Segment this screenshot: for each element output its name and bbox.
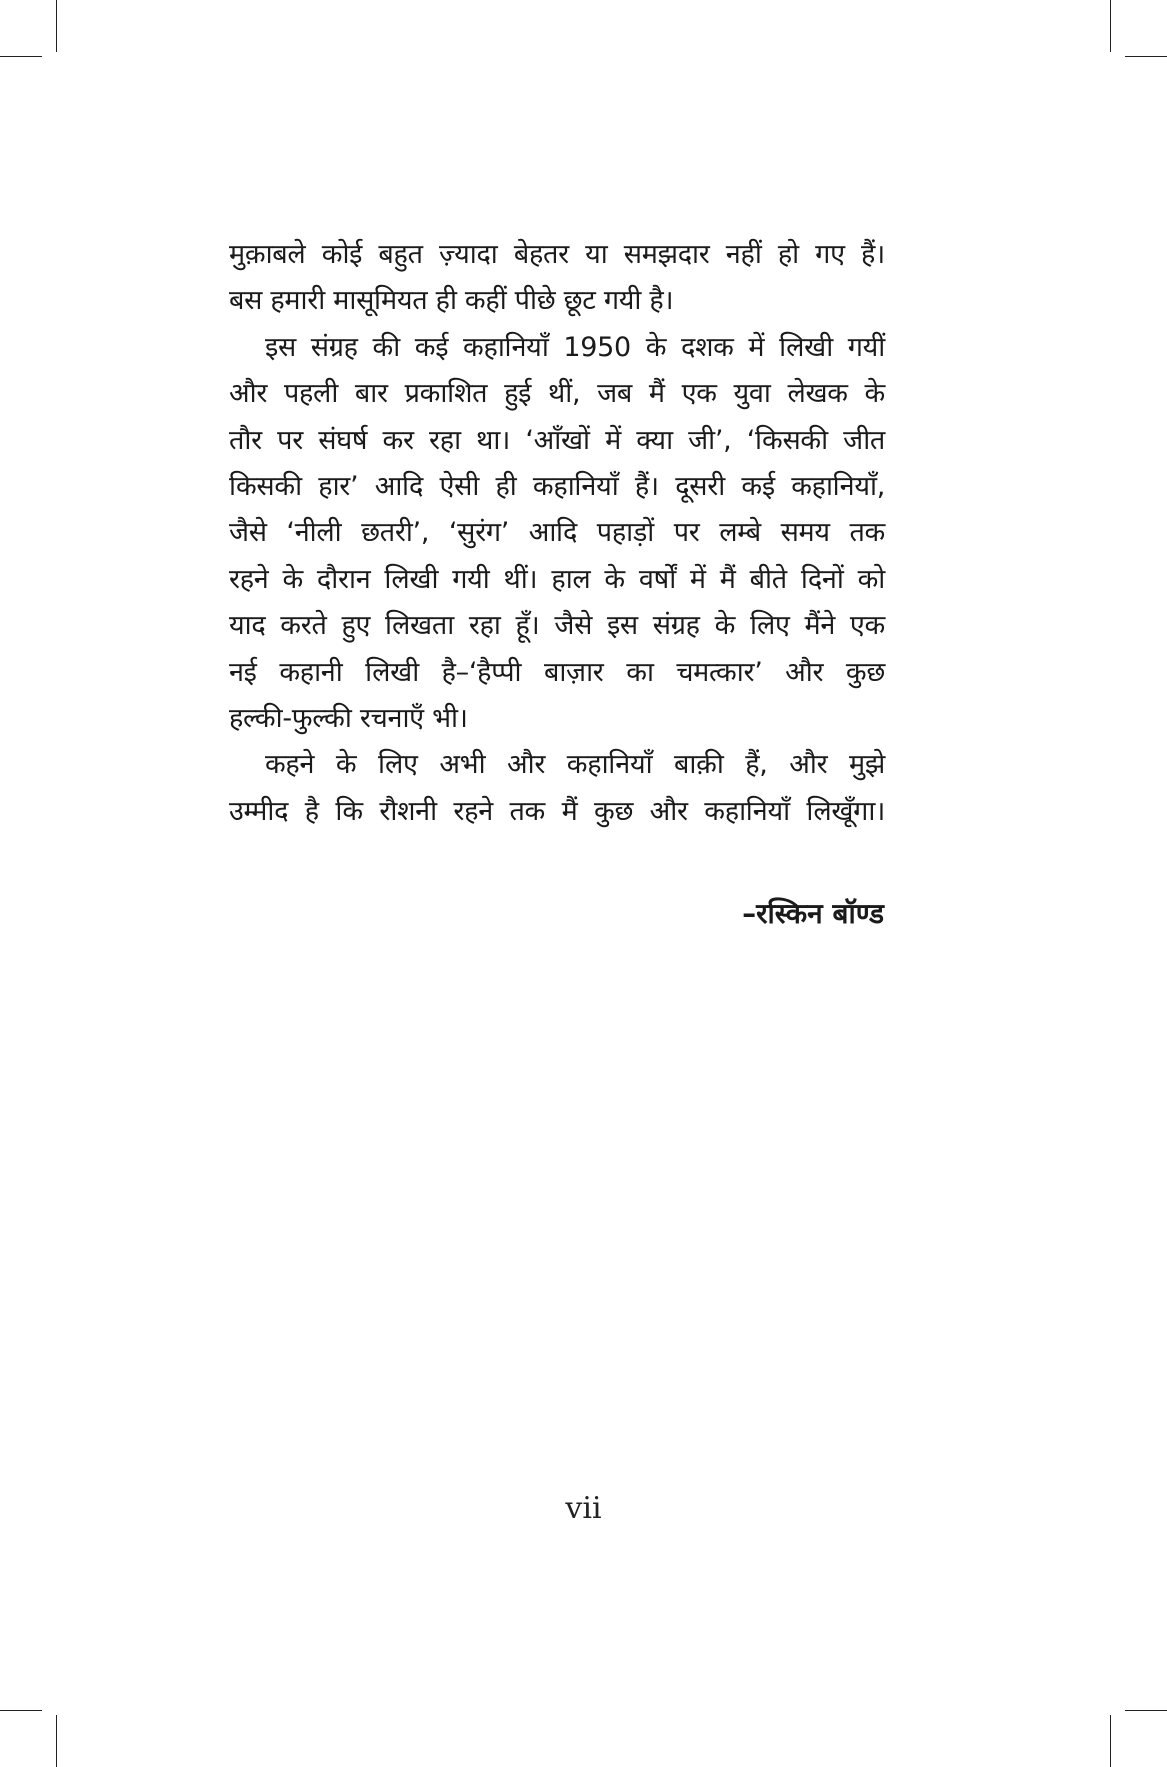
body-text bbox=[229, 232, 885, 835]
body-line-10: नई कहानी लिखी है–‘हैप्पी बाज़ार का चमत्कार’ और कुछ bbox=[229, 656, 885, 688]
body-line-4: और पहली बार प्रकाशित हुई थीं, जब मैं एक युवा लेखक के bbox=[229, 378, 885, 410]
body-line-7: जैसे ‘नीली छतरी’, ‘सुरंग’ आदि पहाड़ों पर लम्बे समय तक bbox=[229, 517, 885, 549]
body-line-12: कहने के लिए अभी और कहानियाँ बाक़ी हैं, और मुझे bbox=[265, 749, 885, 781]
body-line-8: रहने के दौरान लिखी गयी थीं। हाल के वर्षों में मैं बीते दिनों को bbox=[229, 563, 885, 595]
body-line-3: इस संग्रह की कई कहानियाँ 1950 के दशक में लिखी गयीं bbox=[265, 331, 885, 363]
body-line-6: किसकी हार’ आदि ऐसी ही कहानियाँ हैं। दूसरी कई कहानियाँ, bbox=[229, 470, 885, 502]
author-signature: –रस्किन बॉण्ड bbox=[742, 897, 884, 930]
body-line-1: मुक़ाबले कोई बहुत ज़्यादा बेहतर या समझदार नहीं हो गए हैं। bbox=[229, 239, 885, 270]
crop-mark-bottom-left-horizontal bbox=[0, 1710, 42, 1711]
crop-mark-top-left-horizontal bbox=[0, 56, 42, 57]
body-line-9: याद करते हुए लिखता रहा हूँ। जैसे इस संग्रह के लिए मैंने एक bbox=[229, 610, 885, 642]
body-line-11: हल्की-फुल्की रचनाएँ भी। bbox=[229, 702, 468, 734]
crop-mark-top-right-vertical bbox=[1110, 0, 1111, 52]
crop-mark-bottom-right-vertical bbox=[1110, 1715, 1111, 1767]
crop-mark-bottom-right-horizontal bbox=[1125, 1710, 1167, 1711]
crop-mark-top-right-horizontal bbox=[1125, 56, 1167, 57]
page-number: vii bbox=[565, 1491, 602, 1526]
crop-mark-top-left-vertical bbox=[56, 0, 57, 52]
body-line-13: उम्मीद है कि रौशनी रहने तक मैं कुछ और कहानियाँ लिखूँगा। bbox=[229, 795, 885, 827]
body-line-5: तौर पर संघर्ष कर रहा था। ‘आँखों में क्या जी’, ‘किसकी जीत bbox=[229, 424, 885, 456]
body-line-2: बस हमारी मासूमियत ही कहीं पीछे छूट गयी है। bbox=[229, 285, 674, 317]
crop-mark-bottom-left-vertical bbox=[56, 1715, 57, 1767]
